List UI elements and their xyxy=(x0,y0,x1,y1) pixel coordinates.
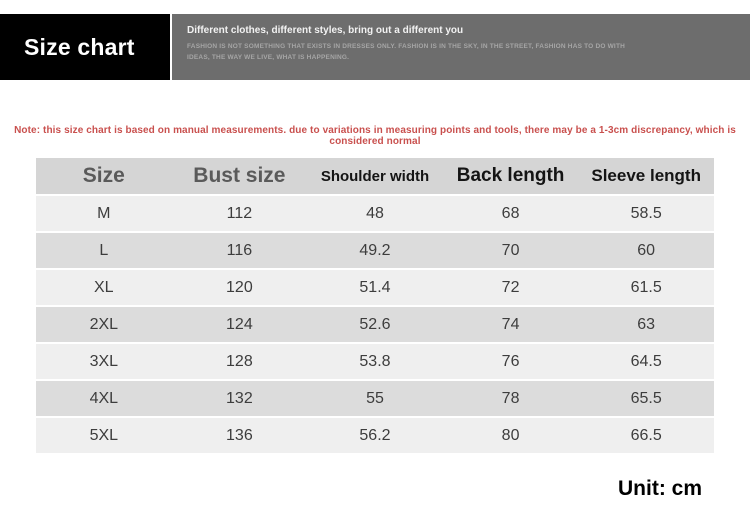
table-cell: 136 xyxy=(172,418,308,453)
measurement-note: Note: this size chart is based on manual measurements. due to variations in measuring points and tools, there may be a 1-3cm discrepancy, which is considered normal xyxy=(14,125,736,147)
table-cell: 112 xyxy=(172,196,308,231)
table-row xyxy=(36,344,714,379)
column-header: Bust size xyxy=(172,158,308,194)
table-cell: 4XL xyxy=(36,381,172,416)
table-cell: 64.5 xyxy=(578,344,714,379)
table-cell: 70 xyxy=(443,233,579,268)
table-cell: 132 xyxy=(172,381,308,416)
table-row xyxy=(36,381,714,416)
size-table-body xyxy=(36,196,714,453)
table-cell: 51.4 xyxy=(307,270,443,305)
slogan-banner xyxy=(172,14,750,80)
table-cell: 63 xyxy=(578,307,714,342)
table-cell: 2XL xyxy=(36,307,172,342)
table-cell: 76 xyxy=(443,344,579,379)
table-cell: L xyxy=(36,233,172,268)
table-cell: 80 xyxy=(443,418,579,453)
table-cell: 124 xyxy=(172,307,308,342)
table-row xyxy=(36,307,714,342)
table-cell: 128 xyxy=(172,344,308,379)
table-cell: 5XL xyxy=(36,418,172,453)
table-cell: 3XL xyxy=(36,344,172,379)
table-cell: 78 xyxy=(443,381,579,416)
table-cell: 120 xyxy=(172,270,308,305)
table-cell: 60 xyxy=(578,233,714,268)
table-cell: 56.2 xyxy=(307,418,443,453)
column-header: Size xyxy=(36,158,172,194)
table-cell: 55 xyxy=(307,381,443,416)
table-cell: 66.5 xyxy=(578,418,714,453)
table-cell: 116 xyxy=(172,233,308,268)
table-row xyxy=(36,418,714,453)
table-cell: M xyxy=(36,196,172,231)
unit-label: Unit: cm xyxy=(618,477,702,500)
header-band xyxy=(0,14,750,80)
table-cell: 49.2 xyxy=(307,233,443,268)
table-cell: 48 xyxy=(307,196,443,231)
column-header: Sleeve length xyxy=(578,158,714,194)
table-cell: 58.5 xyxy=(578,196,714,231)
table-cell: 68 xyxy=(443,196,579,231)
table-cell: 74 xyxy=(443,307,579,342)
title-box xyxy=(0,14,170,80)
table-row xyxy=(36,233,714,268)
column-header: Back length xyxy=(443,158,579,194)
table-cell: 72 xyxy=(443,270,579,305)
table-cell: 53.8 xyxy=(307,344,443,379)
slogan-subtext: FASHION IS NOT SOMETHING THAT EXISTS IN DRESSES ONLY. FASHION IS IN THE SKY, IN THE STREET, FASHION HAS TO DO WITH IDEAS, THE WAY WE LIVE, WHAT IS HAPPENING. xyxy=(187,43,626,62)
size-table-header-row xyxy=(36,158,714,194)
size-table xyxy=(36,156,714,455)
table-cell: 65.5 xyxy=(578,381,714,416)
column-header: Shoulder width xyxy=(307,158,443,194)
page-title: Size chart xyxy=(24,33,135,60)
table-cell: 52.6 xyxy=(307,307,443,342)
table-row xyxy=(36,196,714,231)
table-cell: 61.5 xyxy=(578,270,714,305)
table-row xyxy=(36,270,714,305)
table-cell: XL xyxy=(36,270,172,305)
slogan-headline: Different clothes, different styles, bring out a different you xyxy=(187,25,464,36)
